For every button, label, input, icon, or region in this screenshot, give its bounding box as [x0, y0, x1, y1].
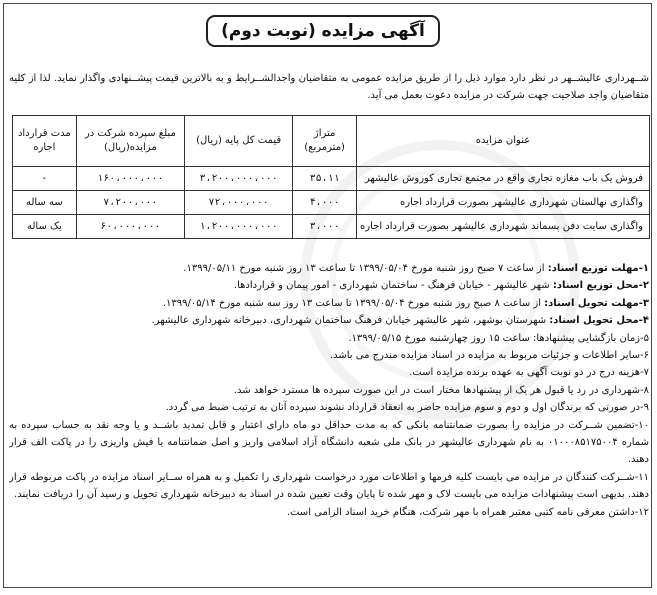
- term-item: [9, 399, 649, 416]
- term-label: ۲-محل توزیع اسناد:: [552, 280, 649, 292]
- cell-base-price: ۷۲،۰۰۰،۰۰۰: [185, 191, 293, 215]
- term-text: شهرستان بوشهر، شهر عالیشهر خیابان فرهنگ ساختمان شهرداری، دبیرخانه شهرداری عالیشهر.: [151, 315, 550, 327]
- header-base-price: قیمت کل پایه (ریال): [185, 116, 293, 167]
- table-header-row: [13, 116, 650, 167]
- cell-duration: -: [13, 167, 77, 191]
- term-text: ۱۰-تضمین شــرکت در مزایده را بصورت ضمانتنامه بانکی که به مدت حداقل دو ماه دارای اعتبار و قابل تمدید باشــد و یا وجه نقد به حساب سپرده به شماره ۰۱۰۰۰۸۵۱۷۵۰۰۴ به نام شهرداری عالیشهر در بانک ملی شعبه دانشگاه آزاد اسلامی واریز و اصل ضمانتنامه یا فیش واریزی را در پاکت الف قرار دهند.: [9, 419, 649, 466]
- term-text: از ساعت ۷ صبح روز شنبه مورخ ۱۳۹۹/۰۵/۰۴ تا ساعت ۱۳ روز شنبه مورخ ۱۳۹۹/۰۵/۱۱.: [183, 263, 548, 274]
- term-item: [9, 260, 649, 277]
- term-item: [9, 330, 649, 347]
- cell-area: ۳،۰۰۰: [293, 215, 357, 239]
- table-row: [13, 191, 650, 215]
- cell-deposit: ۶۰،۰۰۰،۰۰۰: [76, 215, 184, 239]
- term-text: شهر عالیشهر - خیابان فرهنگ - ساختمان شهرداری - امور پیمان و قراردادها.: [233, 280, 553, 292]
- term-text: ۵-زمان بازگشایی پیشنهادها: ساعت ۱۵ روز چهارشنبه مورخ ۱۳۹۹/۰۵/۱۵.: [348, 332, 649, 344]
- term-text: ۷-هزینه درج در دو نوبت آگهی به عهده برنده مزایده است.: [409, 367, 649, 379]
- cell-deposit: ۷،۲۰۰،۰۰۰: [76, 191, 184, 215]
- term-text: ۱۲-داشتن معرفی نامه کتبی معتبر همراه با مهر شرکت، هنگام خرید اسناد الزامی است.: [286, 506, 649, 518]
- header-duration: مدت قرارداد اجاره: [13, 116, 77, 167]
- cell-subject: واگذاری نهالستان شهرداری عالیشهر بصورت قرارداد اجاره: [356, 191, 649, 215]
- intro-paragraph: شــهرداری عالیشــهر در نظر دارد موارد ذیل را از طریق مزایده عمومی به متقاضیان واجدالشــرایط و به بالاترین قیمت پیشــنهادی واگذار نماید. لذا از کلیه متقاضیان واجد صلاحیت جهت شرکت در مزایده دعوت بعمل می آید.: [9, 73, 649, 101]
- term-item: [9, 347, 649, 364]
- term-text: ۹-در صورتی که برندگان اول و دوم و سوم مزایده حاضر به انعقاد قرارداد نشوند سپرده آنان به ترتیب ضبط می گردد.: [165, 402, 649, 414]
- term-item: [9, 277, 649, 294]
- header-area: متراژ (مترمربع): [293, 116, 357, 167]
- term-label: ۳-مهلت تحویل اسناد:: [544, 297, 649, 309]
- term-item: [9, 295, 649, 312]
- term-label: ۱-مهلت توزیع اسناد:: [547, 263, 649, 274]
- term-item: [9, 382, 649, 399]
- term-text: ۸-شهرداری در رد یا قبول هر یک از پیشنهادها مختار است در این صورت سپرده ها مسترد خواهد شد.: [233, 384, 649, 396]
- cell-duration: یک ساله: [13, 215, 77, 239]
- term-item: [9, 364, 649, 381]
- cell-subject: واگذاری سایت دفن پسماند شهرداری عالیشهر بصورت قرارداد اجاره: [356, 215, 649, 239]
- term-item: [9, 312, 649, 329]
- cell-base-price: ۳،۲۰۰،۰۰۰،۰۰۰: [185, 167, 293, 191]
- term-text: از ساعت ۸ صبح روز شنبه مورخ ۱۳۹۹/۰۵/۰۴ تا ساعت ۱۳ روز سه شنبه مورخ ۱۳۹۹/۰۵/۱۴.: [162, 297, 545, 309]
- cell-area: ۴،۰۰۰: [293, 191, 357, 215]
- term-text: ۶-سایر اطلاعات و جزئیات مربوط به مزایده در اسناد مزایده مندرج می باشد.: [329, 350, 649, 362]
- cell-duration: سه ساله: [13, 191, 77, 215]
- table-row: [13, 167, 650, 191]
- term-item: [9, 504, 649, 521]
- cell-area: ۳۵،۱۱: [293, 167, 357, 191]
- header-deposit: مبلغ سپرده شرکت در مزایده(ریال): [76, 116, 184, 167]
- table-row: [13, 215, 650, 239]
- notice-title: آگهی مزایده (نوبت دوم): [206, 15, 440, 47]
- cell-deposit: ۱۶۰،۰۰۰،۰۰۰: [76, 167, 184, 191]
- term-item: [9, 417, 649, 469]
- term-item: [9, 469, 649, 504]
- cell-base-price: ۱،۲۰۰،۰۰۰،۰۰۰: [185, 215, 293, 239]
- terms-list: [9, 260, 649, 521]
- term-label: ۴-محل تحویل اسناد:: [549, 315, 649, 327]
- cell-subject: فروش یک باب مغازه تجاری واقع در مجتمع تجاری کوروش عالیشهر: [356, 167, 649, 191]
- term-text: ۱۱-شــرکت کنندگان در مزایده می بایست کلیه فرمها و اطلاعات مورد درخواست شهرداری را تکمیل و به همراه ســایر اسناد مزایده در پاکت مربوطه قرار دهند. بدیهی است پیشنهادات مزایده می بایست لاک و مهر شده تا پایان وقت تعیین شده در اسناد به دبیرخانه شهرداری تحویل و رسید آن را دریافت نمایند.: [9, 471, 649, 501]
- auction-items-table: [12, 115, 650, 239]
- header-subject: عنوان مزایده: [356, 116, 649, 167]
